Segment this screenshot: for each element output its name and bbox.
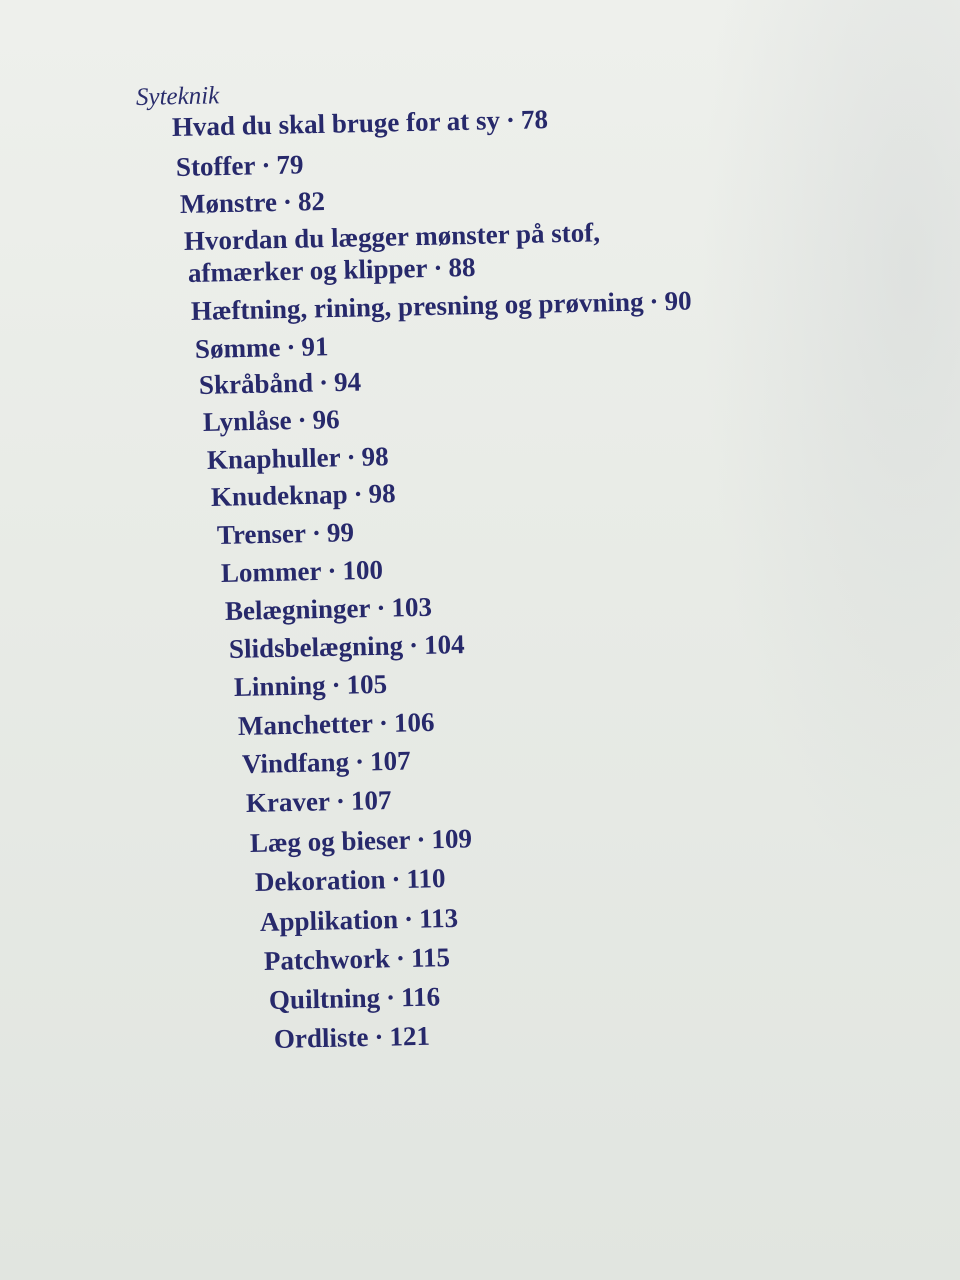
toc-entry-title: Lommer bbox=[220, 555, 322, 588]
toc-entry bbox=[184, 217, 601, 257]
toc-separator: · bbox=[346, 441, 356, 473]
toc-entry-title: Læg og bieser bbox=[249, 824, 411, 858]
toc-entry-title: Slidsbelægning bbox=[228, 630, 404, 664]
toc-entry-title: Mønstre bbox=[179, 186, 278, 219]
toc-entry-page: 110 bbox=[406, 863, 446, 894]
toc-separator: · bbox=[433, 252, 443, 283]
toc-entry bbox=[199, 367, 362, 401]
toc-entry-title: Quiltning bbox=[268, 982, 381, 1015]
section-title: Syteknik bbox=[135, 82, 220, 111]
toc-entry-page: 94 bbox=[333, 366, 362, 398]
toc-entry bbox=[229, 629, 465, 665]
toc-entry-page: 90 bbox=[664, 285, 692, 317]
toc-separator: · bbox=[261, 150, 271, 181]
toc-entry-page: 109 bbox=[431, 823, 473, 855]
toc-entry-page: 115 bbox=[410, 942, 451, 973]
toc-separator: · bbox=[331, 669, 341, 700]
toc-entry bbox=[207, 441, 389, 476]
toc-entry-page: 104 bbox=[423, 629, 465, 660]
toc-entry bbox=[203, 404, 340, 438]
toc-entry-page: 113 bbox=[418, 902, 459, 934]
toc-entry-title: Manchetter bbox=[237, 708, 374, 741]
toc-entry-title: afmærker og klipper bbox=[187, 252, 428, 288]
toc-separator: · bbox=[374, 1021, 384, 1052]
toc-entry bbox=[238, 707, 435, 742]
toc-separator: · bbox=[416, 824, 426, 855]
toc-entry-page: 100 bbox=[342, 554, 384, 586]
toc-separator: · bbox=[286, 331, 296, 363]
toc-entry-title: Skråbånd bbox=[198, 367, 314, 400]
toc-entry-title: Sømme bbox=[194, 332, 281, 364]
toc-separator: · bbox=[408, 630, 419, 661]
page-shading bbox=[700, 0, 960, 900]
toc-entry-title: Knaphuller bbox=[206, 442, 341, 475]
toc-entry-title: Stoffer bbox=[175, 150, 256, 182]
toc-separator: · bbox=[376, 592, 386, 623]
toc-entry bbox=[260, 903, 459, 938]
toc-entry-page: 103 bbox=[391, 591, 433, 623]
toc-entry-page: 91 bbox=[301, 331, 329, 362]
toc-separator: · bbox=[378, 707, 389, 739]
toc-entry-title: Dekoration bbox=[254, 864, 386, 897]
toc-entry-page: 107 bbox=[350, 784, 392, 816]
toc-entry bbox=[195, 331, 329, 365]
toc-entry bbox=[191, 286, 692, 327]
toc-entry bbox=[274, 1021, 431, 1055]
toc-entry-page: 96 bbox=[312, 404, 340, 435]
toc-entry-page: 105 bbox=[346, 668, 388, 700]
toc-entry-page: 121 bbox=[389, 1020, 431, 1052]
toc-entry bbox=[269, 981, 441, 1016]
toc-entry-page: 88 bbox=[448, 251, 476, 283]
toc-entry bbox=[188, 252, 476, 289]
toc-entry-page: 106 bbox=[393, 706, 435, 738]
toc-entry-page: 79 bbox=[276, 149, 304, 180]
toc-entry bbox=[211, 478, 396, 513]
toc-entry-page: 82 bbox=[297, 185, 326, 217]
toc-entry bbox=[250, 823, 473, 859]
toc-entry-title: Belægninger bbox=[224, 592, 371, 626]
toc-entry bbox=[180, 186, 326, 220]
toc-entry-title: Vindfang bbox=[241, 746, 350, 779]
toc-entry bbox=[246, 785, 392, 819]
toc-entry-page: 116 bbox=[400, 981, 441, 1013]
toc-separator: · bbox=[327, 555, 337, 586]
toc-entry bbox=[217, 517, 355, 551]
toc-entry-page: 78 bbox=[520, 104, 549, 135]
toc-separator: · bbox=[353, 478, 363, 510]
toc-entry-title: Knudeknap bbox=[210, 479, 348, 512]
toc-entry-page: 107 bbox=[369, 745, 411, 777]
toc-entry-title: Hvad du skal bruge for at sy bbox=[171, 105, 501, 142]
toc-entry-page: 98 bbox=[361, 441, 389, 472]
toc-separator: · bbox=[335, 785, 346, 817]
toc-entry bbox=[264, 942, 451, 977]
toc-separator: · bbox=[403, 903, 414, 934]
toc-separator: · bbox=[282, 186, 293, 217]
toc-separator: · bbox=[505, 104, 516, 136]
toc-separator: · bbox=[385, 982, 396, 1013]
toc-entry bbox=[176, 149, 304, 183]
toc-entry bbox=[255, 863, 446, 898]
toc-entry bbox=[225, 592, 433, 627]
toc-entry-title: Linning bbox=[233, 670, 326, 702]
toc-separator: · bbox=[297, 404, 307, 436]
toc-entry-page: 99 bbox=[326, 517, 355, 548]
toc-separator: · bbox=[311, 517, 322, 549]
toc-separator: · bbox=[318, 367, 329, 398]
toc-entry bbox=[221, 555, 384, 589]
toc-entry-title: Lynlåse bbox=[202, 405, 292, 437]
toc-entry-title: Hvordan du lægger mønster på stof, bbox=[183, 217, 601, 256]
toc-entry-title: Kraver bbox=[245, 786, 331, 818]
toc-separator: · bbox=[649, 286, 659, 317]
toc-entry bbox=[172, 104, 549, 143]
toc-entry bbox=[242, 745, 411, 780]
toc-separator: · bbox=[395, 943, 406, 974]
toc-entry-title: Patchwork bbox=[263, 943, 391, 976]
toc-entry bbox=[234, 669, 388, 703]
toc-entry-title: Trenser bbox=[216, 518, 307, 550]
toc-separator: · bbox=[354, 746, 365, 777]
toc-entry-title: Hæftning, rining, presning og prøvning bbox=[190, 286, 644, 326]
toc-entry-title: Applikation bbox=[259, 904, 399, 937]
toc-entry-title: Ordliste bbox=[273, 1022, 369, 1054]
toc-separator: · bbox=[391, 863, 401, 895]
toc-entry-page: 98 bbox=[368, 478, 396, 509]
